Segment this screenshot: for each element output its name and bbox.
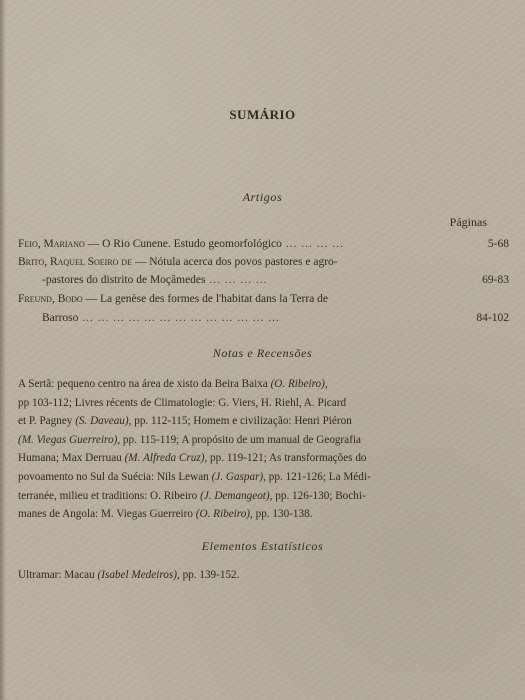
notas-line	[18, 449, 498, 468]
notas-text: A Sertã: pequeno centro na área de xisto da Beira Baixa	[18, 378, 271, 390]
notas-line	[18, 412, 498, 431]
entry-title: La genèse des formes de l'habitat dans la Terra de	[99, 293, 329, 305]
elementos-text: Ultramar: Macau	[18, 569, 98, 581]
entry-pages: 5-68	[487, 238, 509, 250]
notas-text: terranée, milieu et traditions: O. Ribeiro	[18, 489, 201, 502]
notas-text: manes de Angola: M. Viegas Guerreiro	[18, 508, 196, 521]
notas-text: , pp. 112-115; Homem e civilização: Henri Piéron	[128, 415, 352, 428]
pages-column-heading: Páginas	[449, 215, 487, 229]
entry-separator: —	[84, 238, 103, 250]
page-title: SUMÁRIO	[229, 107, 296, 122]
notas-text: Humana; Max Derruau	[18, 452, 125, 465]
entry-author: Freund, Bodo	[18, 293, 83, 305]
entry-pages: 69-83	[482, 274, 509, 286]
artigos-heading: Artigos	[242, 190, 283, 204]
notas-heading: Notas e Recensões	[212, 346, 313, 360]
entry-title-continued: Barroso	[42, 312, 79, 324]
toc-entry-feio	[18, 235, 509, 253]
reviewer-name: (J. Gaspar)	[211, 470, 264, 483]
entry-title: Nótula acerca dos povos pastores e agro-	[149, 256, 338, 268]
toc-entry-brito-cont	[18, 271, 509, 289]
notas-text: et P. Pagney	[18, 415, 76, 428]
notas-line	[18, 505, 498, 524]
notas-text: , pp. 119-121; As transformações do	[204, 452, 367, 465]
entry-author: Brito, Raquel Soeiro de	[18, 256, 132, 268]
entry-author: Feio, Mariano	[18, 238, 85, 250]
elementos-text: , pp. 139-152.	[176, 569, 240, 581]
notas-text: , pp. 130-138.	[250, 508, 313, 521]
reviewer-name: (M. Alfreda Cruz)	[124, 452, 205, 465]
entry-title: O Rio Cunene. Estudo geomorfológico	[102, 238, 282, 250]
entry-leader-dots: ... ... ... ... ... ... ... ... ... ... ... ... ...	[78, 312, 280, 324]
reviewer-name: (O. Ribeiro),	[270, 378, 328, 390]
elementos-line	[18, 566, 498, 585]
entry-pages: 84-102	[476, 312, 509, 324]
entry-leader-dots: ... ... ... ...	[205, 274, 268, 286]
entry-separator: —	[82, 293, 100, 305]
notas-line	[18, 375, 498, 394]
elementos-heading: Elementos Estatísticos	[201, 539, 324, 553]
notas-line	[18, 394, 498, 413]
notas-line	[18, 431, 498, 450]
notas-paragraph	[18, 375, 498, 524]
notas-text: , pp. 126-130; Bochi-	[269, 489, 366, 502]
notas-line	[18, 487, 498, 506]
entry-separator: —	[131, 256, 150, 268]
notas-text: , pp. 121-126; La Médi-	[263, 470, 371, 483]
reviewer-name: (M. Viegas Guerreiro)	[18, 433, 118, 446]
notas-text: , pp. 115-119; A propósito de um manual de Geografia	[117, 433, 362, 446]
entry-leader-dots: ... ... ... ...	[281, 238, 344, 250]
elementos-paragraph	[18, 566, 498, 585]
entry-title-continued: -pastores do distrito de Moçâmedes	[42, 274, 206, 286]
toc-entry-freund	[18, 290, 465, 308]
reviewer-name: (S. Daveau)	[75, 415, 129, 428]
reviewer-name: (O. Ribeiro)	[195, 508, 251, 521]
toc-entry-freund-cont	[18, 309, 509, 327]
toc-entry-brito	[18, 253, 465, 271]
notas-line	[18, 468, 498, 487]
reviewer-name: (Isabel Medeiros)	[97, 569, 177, 581]
notas-text: povoamento no Sul da Suécia: Nils Lewan	[18, 470, 212, 483]
reviewer-name: (J. Demangeot)	[200, 489, 270, 502]
notas-text: pp 103-112; Livres récents de Climatologie: G. Viers, H. Riehl, A. Picard	[18, 396, 347, 409]
